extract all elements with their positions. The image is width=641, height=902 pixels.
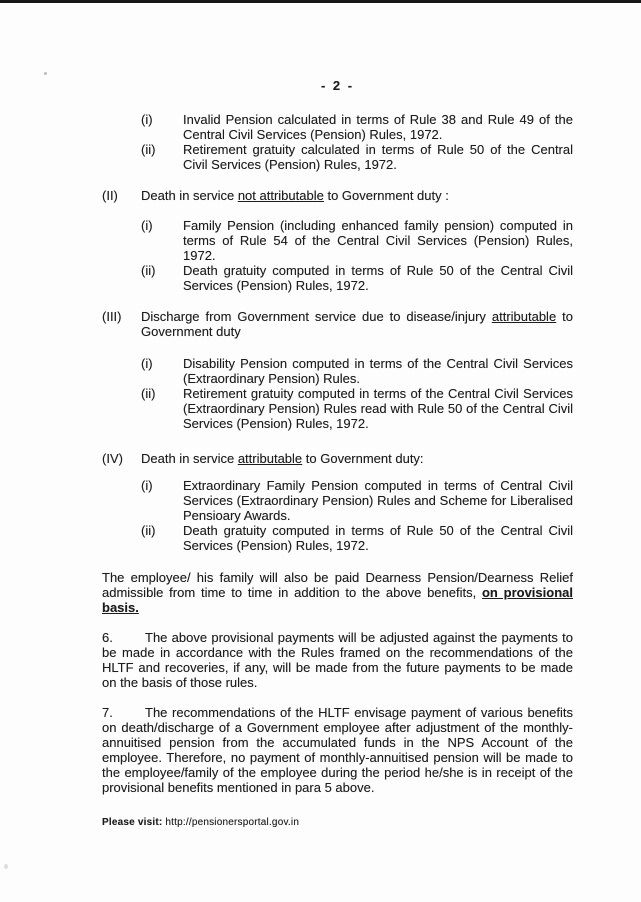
item-text: Extraordinary Family Pension computed in terms of Central Civil Services (Extraordinary Pension) Rules and Scheme for Liberalised Pensioary Awards. (183, 478, 573, 523)
list-item (141, 263, 573, 293)
item-marker: (ii) (141, 386, 156, 401)
footer-url: http://pensionersportal.gov.in (165, 817, 300, 828)
heading-underlined-part: attributable (237, 451, 303, 466)
item-text: Disability Pension computed in terms of the Central Civil Services (Extraordinary Pension) Rules. (183, 356, 573, 386)
closing-paragraph-text: The employee/ his family will also be paid Dearness Pension/Dearness Relief admissible from time to time in addition to the above benefits, (102, 570, 573, 600)
section-heading-II (102, 188, 573, 203)
item-text: Death gratuity computed in terms of Rule 50 of the Central Civil Services (Pension) Rules, 1972. (183, 523, 573, 553)
footer (102, 817, 573, 829)
heading-text-part: to Government duty: (302, 451, 424, 466)
list-item (141, 478, 573, 523)
footer-label: Please visit: (102, 817, 163, 828)
section-II-list (141, 218, 573, 293)
closing-paragraph-emphasis: on provisional basis. (102, 585, 573, 615)
section-heading-III (102, 309, 573, 339)
paragraph-number: 7. (102, 705, 113, 720)
item-text: Family Pension (including enhanced family pension) computed in terms of Rule 54 of the Central Civil Services (Pension) Rules, 1972. (183, 218, 573, 263)
paragraph-text: The above provisional payments will be adjusted against the payments to be made in accordance with the Rules framed on the recommendations of the HLTF and recoveries, if any, will be made from the future payments to be made on the basis of those rules. (102, 630, 573, 690)
paragraph-7 (102, 705, 573, 795)
section-III-list (141, 356, 573, 431)
heading-text-part: Death in service (141, 188, 238, 203)
closing-paragraph (102, 570, 573, 615)
section-heading-text (141, 188, 573, 203)
list-item (141, 112, 573, 142)
item-marker: (ii) (141, 523, 156, 538)
paragraph-number: 6. (102, 630, 113, 645)
section-heading-text (141, 309, 573, 339)
item-marker: (ii) (141, 263, 156, 278)
section-marker: (II) (102, 188, 118, 203)
scan-edge-artifact (0, 0, 641, 3)
section-marker: (IV) (102, 451, 123, 466)
item-marker: (i) (141, 478, 153, 493)
item-text: Death gratuity computed in terms of Rule 50 of the Central Civil Services (Pension) Rules, 1972. (183, 263, 573, 293)
section-IV-list (141, 478, 573, 553)
item-marker: (i) (141, 112, 153, 127)
heading-underlined-part: not attributable (237, 188, 324, 203)
item-marker: (i) (141, 218, 153, 233)
item-text: Retirement gratuity calculated in terms of Rule 50 of the Central Civil Services (Pension) Rules, 1972. (183, 142, 573, 172)
heading-text-part: Death in service (141, 451, 238, 466)
paragraph-6 (102, 630, 573, 690)
scan-speck (44, 72, 47, 75)
heading-text-part: Discharge from Government service due to disease/injury (141, 309, 492, 324)
list-item (141, 523, 573, 553)
item-marker: (i) (141, 356, 153, 371)
section-marker: (III) (102, 309, 122, 324)
heading-text-part: to Government duty : (323, 188, 449, 203)
item-marker: (ii) (141, 142, 156, 157)
section-heading-IV (102, 451, 573, 466)
item-text: Invalid Pension calculated in terms of Rule 38 and Rule 49 of the Central Civil Services (Pension) Rules, 1972. (183, 112, 573, 142)
page-number: - 2 - (320, 78, 355, 93)
list-item (141, 218, 573, 263)
section-heading-text (141, 451, 573, 466)
heading-underlined-part: attributable (491, 309, 557, 324)
paragraph-text: The recommendations of the HLTF envisage payment of various benefits on death/discharge of a Government employee after adjustment of the monthly-annuitised pension from the accumulated funds in the NPS Account of the employee. Therefore, no payment of monthly-annuitised pension will be made to the employee/family of the employee during the period he/she is in receipt of the provisional benefits mentioned in para 5 above. (102, 705, 573, 795)
list-item (141, 386, 573, 431)
list-item (141, 356, 573, 386)
item-text: Retirement gratuity computed in terms of the Central Civil Services (Extraordinary Pension) Rules read with Rule 50 of the Central Civil Services (Pension) Rules, 1972. (183, 386, 573, 431)
intro-list (141, 112, 573, 172)
scan-speck (4, 864, 8, 869)
heading-text-part: to Government duty (141, 309, 573, 339)
list-item (141, 142, 573, 172)
